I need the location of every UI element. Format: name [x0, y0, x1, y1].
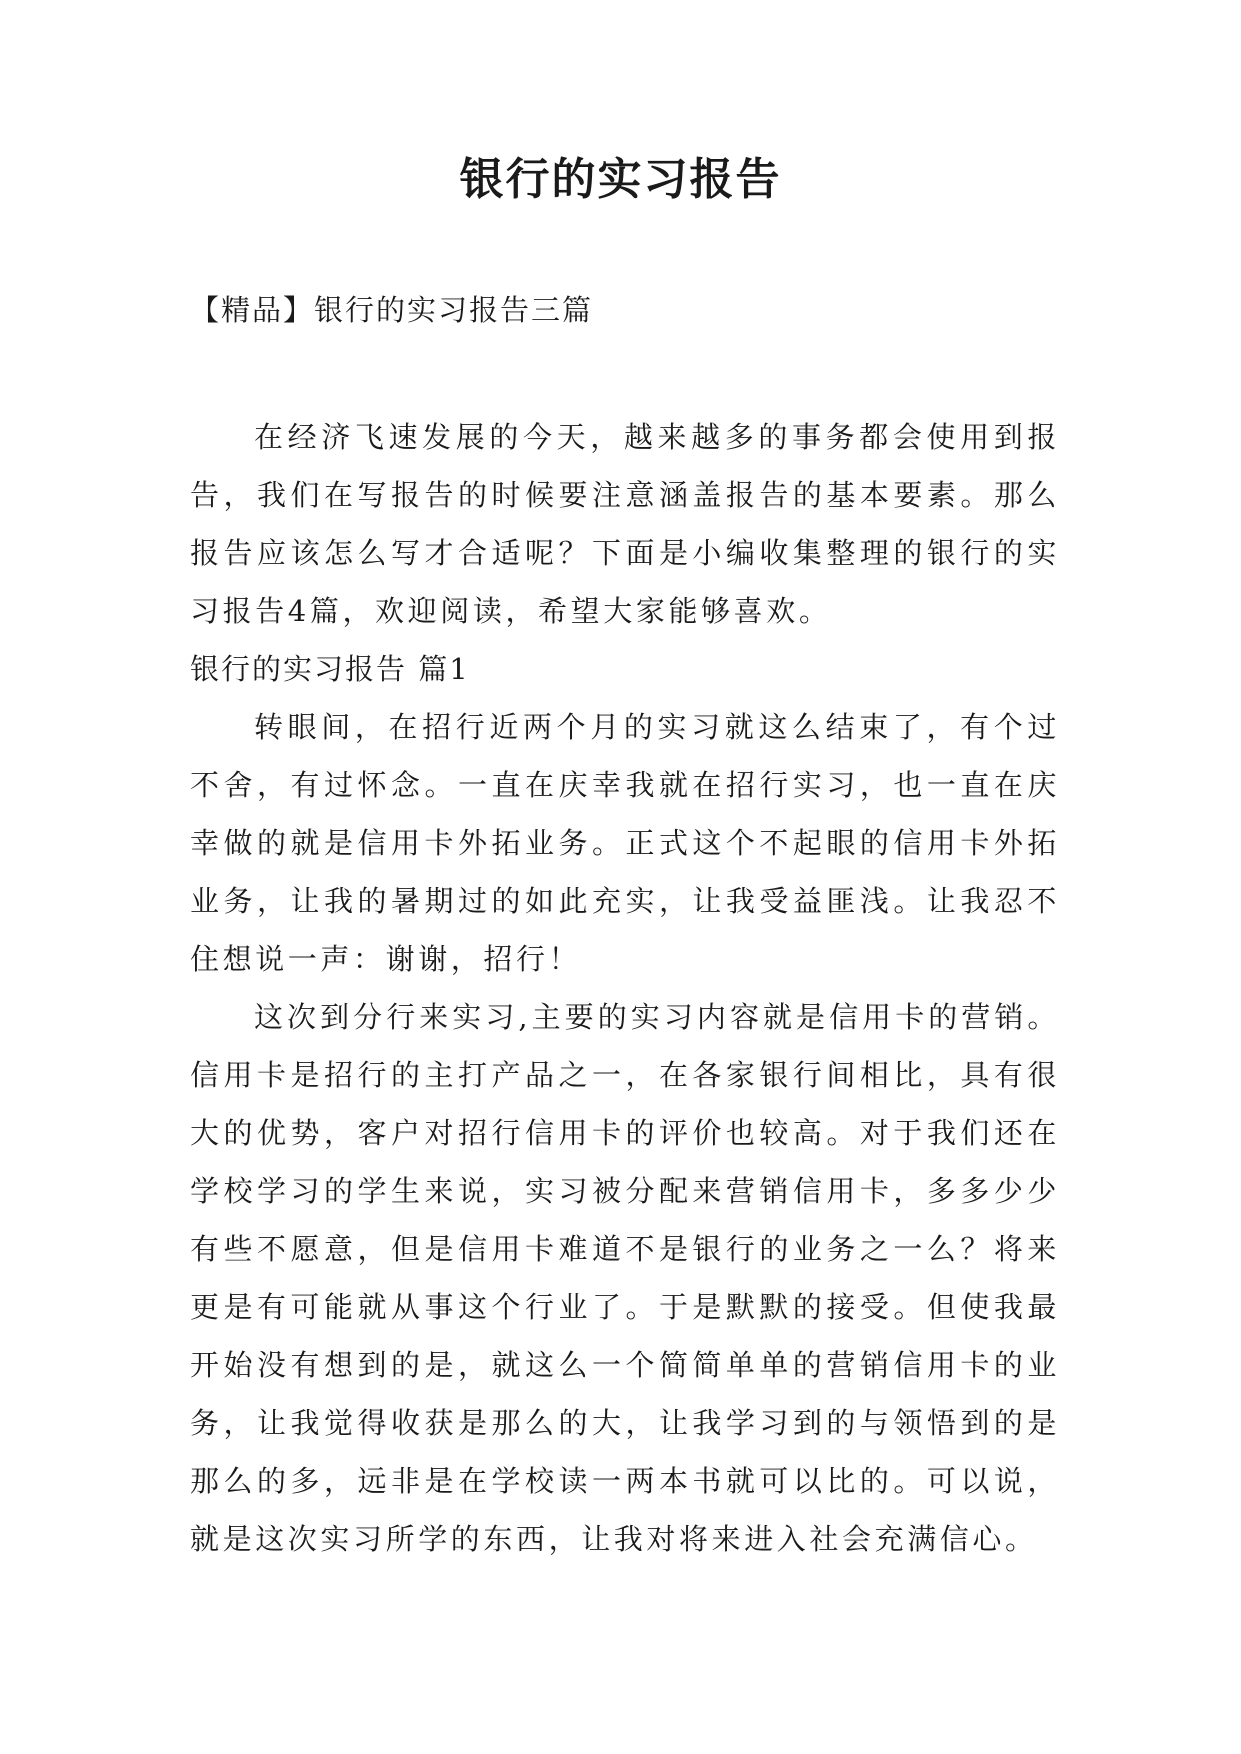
- intro-paragraph: 在经济飞速发展的今天，越来越多的事务都会使用到报告，我们在写报告的时候要注意涵盖报告的基本要素。那么报告应该怎么写才合适呢？下面是小编收集整理的银行的实习报告4篇，欢迎阅读，希望大家能够喜欢。: [190, 420, 1060, 628]
- body-paragraph: 这次到分行来实习,主要的实习内容就是信用卡的营销。信用卡是招行的主打产品之一，在各家银行间相比，具有很大的优势，客户对招行信用卡的评价也较高。对于我们还在学校学习的学生来说，实习被分配来营销信用卡，多多少少有些不愿意，但是信用卡难道不是银行的业务之一么？将来更是有可能就从事这个行业了。于是默默的接受。但使我最开始没有想到的是，就这么一个简简单单的营销信用卡的业务，让我觉得收获是那么的大，让我学习到的与领悟到的是那么的多，远非是在学校读一两本书就可以比的。可以说，就是这次实习所学的东西，让我对将来进入社会充满信心。: [190, 1000, 1060, 1556]
- document-subtitle: 【精品】银行的实习报告三篇: [190, 293, 594, 327]
- document-title: 银行的实习报告: [459, 154, 782, 205]
- body-paragraph: 转眼间，在招行近两个月的实习就这么结束了，有个过不舍，有过怀念。一直在庆幸我就在招行实习，也一直在庆幸做的就是信用卡外拓业务。正式这个不起眼的信用卡外拓业务，让我的暑期过的如此充实，让我受益匪浅。让我忍不住想说一声：谢谢，招行！: [190, 710, 1060, 976]
- section-heading: 银行的实习报告 篇1: [190, 652, 470, 686]
- document-body: [190, 408, 1060, 1568]
